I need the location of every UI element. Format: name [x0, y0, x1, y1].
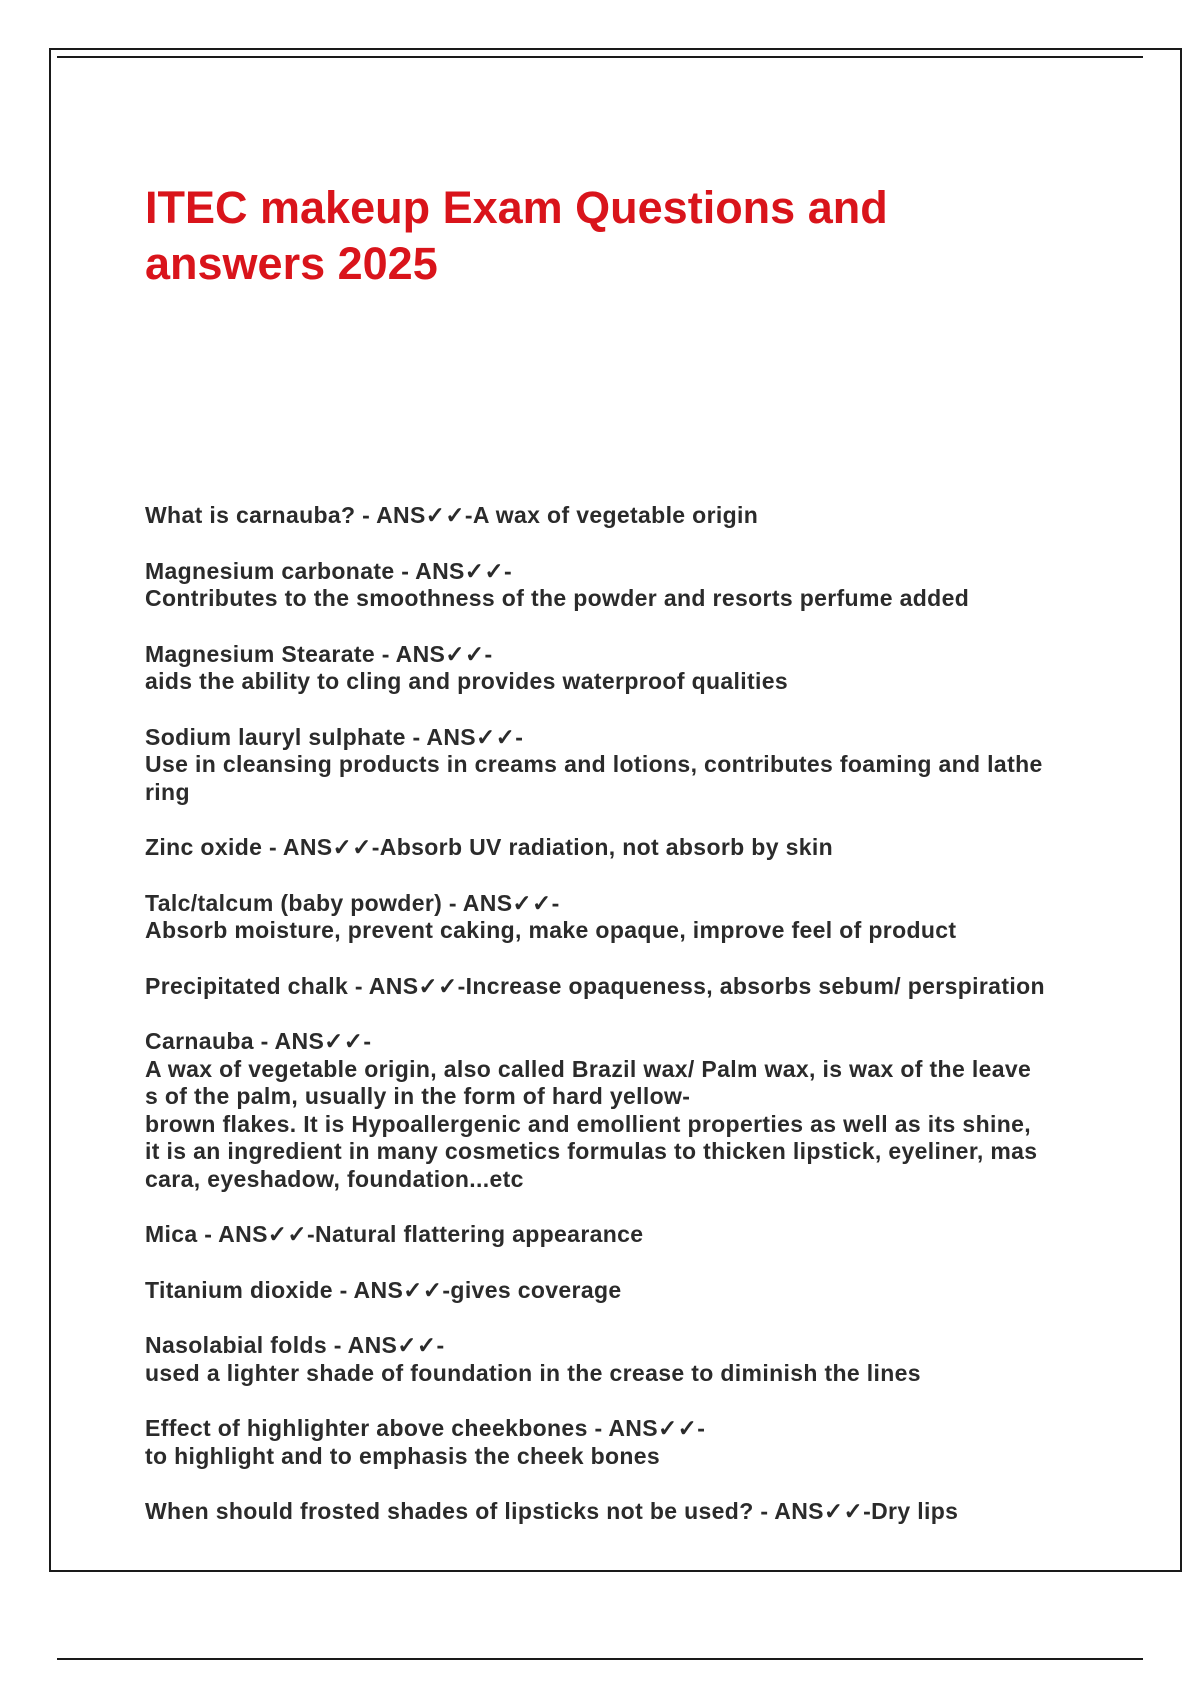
title-line: answers 2025 [145, 238, 438, 289]
qa-line: used a lighter shade of foundation in the crease to diminish the lines [145, 1359, 921, 1386]
qa-line: ring [145, 778, 190, 805]
qa-line: What is carnauba? - ANS✓✓-A wax of vegetable origin [145, 502, 759, 528]
qa-line: Carnauba - ANS✓✓- [145, 1028, 372, 1054]
qa-line: Absorb moisture, prevent caking, make opaque, improve feel of product [145, 917, 957, 943]
qa-line: aids the ability to cling and provides waterproof qualities [145, 668, 789, 694]
qa-list [145, 502, 1095, 1554]
qa-item [145, 1498, 1095, 1526]
qa-item [145, 1277, 1095, 1305]
qa-item [145, 1221, 1095, 1249]
title-line: ITEC makeup Exam Questions and [145, 182, 888, 233]
qa-line: to highlight and to emphasis the cheek bones [145, 1442, 661, 1469]
qa-line: Magnesium carbonate - ANS✓✓- [145, 557, 512, 584]
qa-line: Talc/talcum (baby powder) - ANS✓✓- [145, 889, 560, 916]
qa-line: Nasolabial folds - ANS✓✓- [145, 1332, 445, 1358]
qa-line: Contributes to the smoothness of the powder and resorts perfume added [145, 585, 970, 611]
qa-line: s of the palm, usually in the form of hard yellow- [145, 1083, 691, 1109]
qa-item [145, 1332, 1095, 1387]
qa-line: Precipitated chalk - ANS✓✓-Increase opaqueness, absorbs sebum/ perspiration [145, 972, 1045, 999]
qa-line: it is an ingredient in many cosmetics formulas to thicken lipstick, eyeliner, mas [145, 1138, 1038, 1164]
document-title [145, 180, 1045, 292]
qa-line: cara, eyeshadow, foundation...etc [145, 1165, 524, 1192]
qa-item [145, 1028, 1095, 1193]
qa-line: Mica - ANS✓✓-Natural flattering appearance [145, 1221, 644, 1247]
qa-item [145, 1415, 1095, 1470]
qa-line: Sodium lauryl sulphate - ANS✓✓- [145, 723, 524, 750]
qa-item [145, 724, 1095, 807]
qa-item [145, 973, 1095, 1001]
top-rule-divider [57, 56, 1143, 58]
qa-line: Zinc oxide - ANS✓✓-Absorb UV radiation, not absorb by skin [145, 834, 833, 860]
qa-item [145, 641, 1095, 696]
qa-item [145, 558, 1095, 613]
qa-line: Titanium dioxide - ANS✓✓-gives coverage [145, 1276, 622, 1303]
qa-item [145, 502, 1095, 530]
qa-line: A wax of vegetable origin, also called Brazil wax/ Palm wax, is wax of the leave [145, 1055, 1032, 1082]
qa-line: brown flakes. It is Hypoallergenic and emollient properties as well as its shine, [145, 1110, 1031, 1137]
qa-item [145, 890, 1095, 945]
qa-item [145, 834, 1095, 862]
qa-line: Effect of highlighter above cheekbones - ANS✓✓- [145, 1415, 706, 1441]
qa-line: Magnesium Stearate - ANS✓✓- [145, 640, 493, 667]
bottom-rule-divider [57, 1658, 1143, 1660]
qa-line: When should frosted shades of lipsticks not be used? - ANS✓✓-Dry lips [145, 1498, 959, 1524]
qa-line: Use in cleansing products in creams and lotions, contributes foaming and lathe [145, 751, 1043, 777]
